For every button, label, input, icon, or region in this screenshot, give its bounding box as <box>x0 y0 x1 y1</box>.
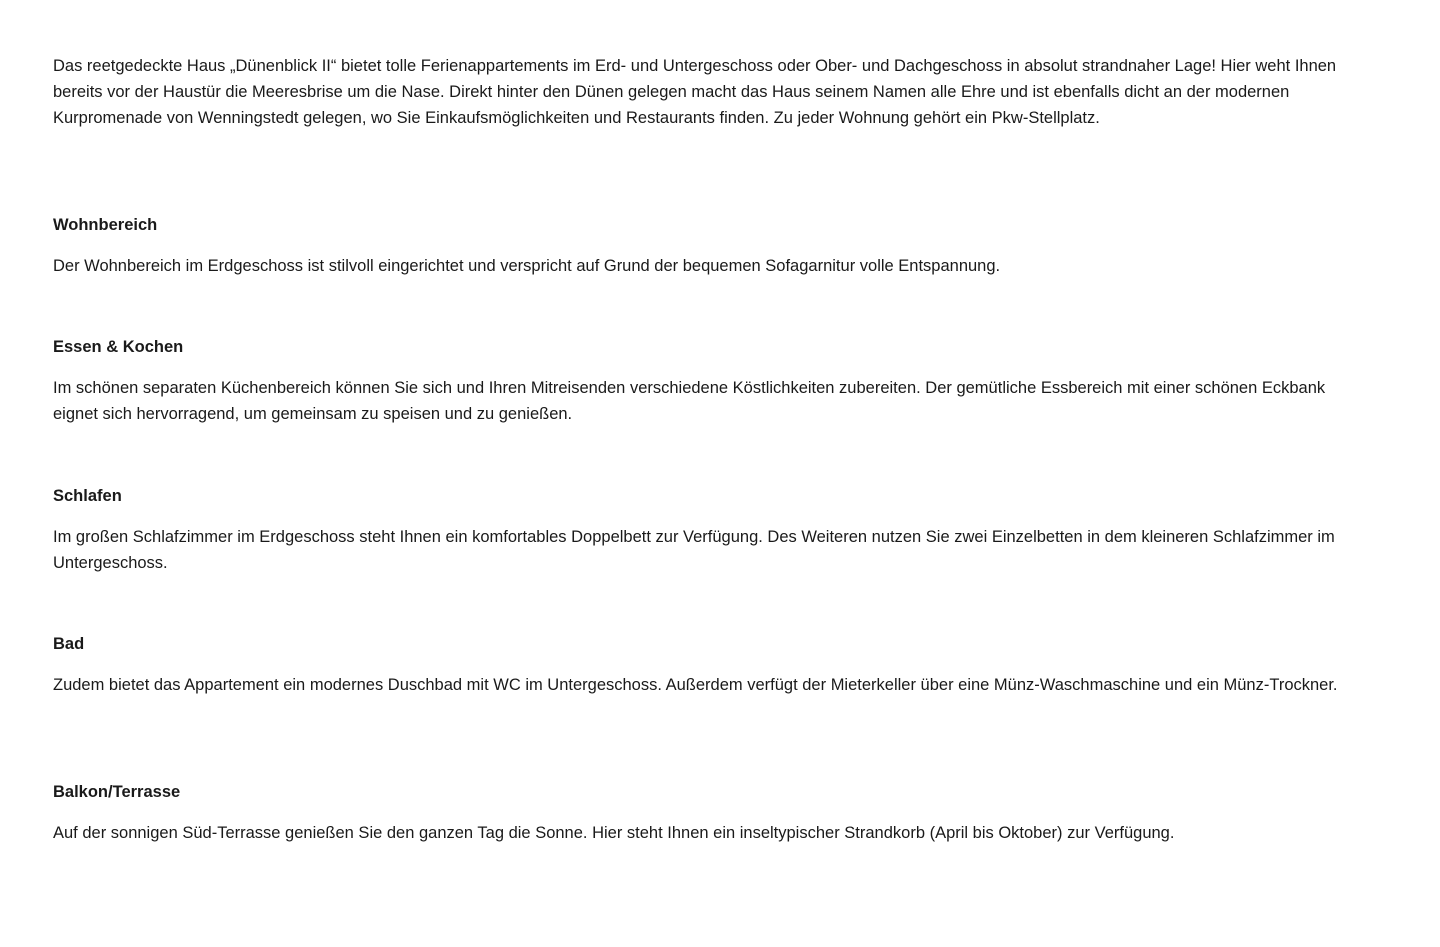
section-heading: Bad <box>53 635 85 653</box>
section-heading: Essen & Kochen <box>53 338 184 356</box>
section-text: Der Wohnbereich im Erdgeschoss ist stilvoll eingerichtet und verspricht auf Grund der bequemen Sofagarnitur volle Entspannung. <box>53 257 1001 275</box>
section-text: Im schönen separaten Küchenbereich können Sie sich und Ihren Mitreisenden verschiedene Köstlichkeiten zubereiten. Der gemütliche Essbereich mit einer schönen Eckbank eignet sich hervorragend, um gemeinsam zu speisen und zu genießen. <box>53 379 1326 423</box>
section-bad <box>53 631 1353 698</box>
intro-paragraph: Das reetgedeckte Haus „Dünenblick II“ bietet tolle Ferienappartements im Erd- und Untergeschoss oder Ober- und Dachgeschoss in absolut strandnaher Lage! Hier weht Ihnen bereits vor der Haustür die Meeresbrise um die Nase. Direkt hinter den Dünen gelegen macht das Haus seinem Namen alle Ehre und ist ebenfalls dicht an der modernen Kurpromenade von Wenningstedt gelegen, wo Sie Einkaufsmöglichkeiten und Restaurants finden. Zu jeder Wohnung gehört ein Pkw-Stellplatz. <box>53 57 1337 127</box>
section-schlafen <box>53 483 1353 576</box>
document-body <box>53 53 1353 842</box>
section-text: Auf der sonnigen Süd-Terrasse genießen Sie den ganzen Tag die Sonne. Hier steht Ihnen ein inseltypischer Strandkorb (April bis Oktober) zur Verfügung. <box>53 824 1175 842</box>
section-balkon-terrasse <box>53 779 1353 846</box>
section-wohnbereich <box>53 212 1353 279</box>
section-text: Zudem bietet das Appartement ein modernes Duschbad mit WC im Untergeschoss. Außerdem verfügt der Mieterkeller über eine Münz-Waschmaschine und ein Münz-Trockner. <box>53 676 1338 694</box>
section-heading: Schlafen <box>53 487 122 505</box>
section-essen-kochen <box>53 334 1353 427</box>
section-heading: Balkon/Terrasse <box>53 783 181 801</box>
section-text: Im großen Schlafzimmer im Erdgeschoss steht Ihnen ein komfortables Doppelbett zur Verfügung. Des Weiteren nutzen Sie zwei Einzelbetten in dem kleineren Schlafzimmer im Untergeschoss. <box>53 528 1335 572</box>
section-heading: Wohnbereich <box>53 216 158 234</box>
